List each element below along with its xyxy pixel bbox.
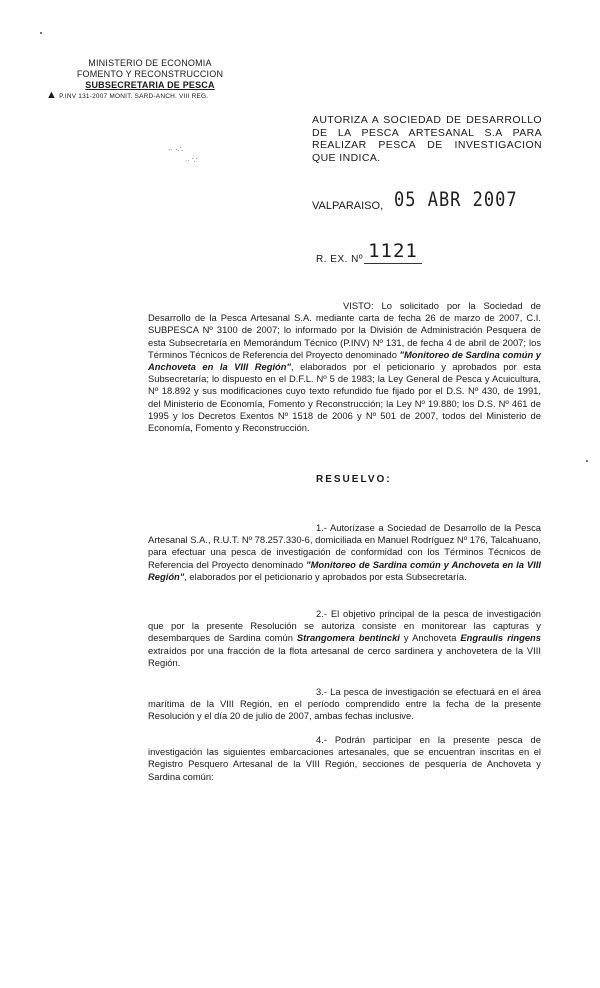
article-3-text: 3.- La pesca de investigación se efectuará en el área marítima de la VIII Región, en el período comprendido entre la fecha de la presente Resolución y el día 20 de julio de 2007, ambas fechas inclusive. — [148, 686, 541, 722]
letterhead — [40, 58, 260, 101]
stamp-smudge-icon: ∙· ∵ — [185, 156, 198, 165]
article-2-text: 2.- El objetivo principal de la pesca de investigación que por la presente Resolución se autoriza consiste en monitorear las capturas y desembarques de Sardina común — [148, 608, 541, 644]
stamp-smudge-icon: ·∙ ·∴ — [168, 145, 183, 154]
article-1-text-2: , elaborados por el peticionario y aprobados por esta Subsecretaría. — [184, 570, 467, 582]
article-1 — [148, 522, 541, 583]
place-label: VALPARAISO, — [312, 200, 384, 212]
article-4-text: 4.- Podrán participar en la presente pesca de investigación las siguientes embarcaciones artesanales, que se encuentran inscritas en el Registro Pesquero Artesanal de la VIII Región, secciones de pesquería de Anchoveta y Sardina común: — [148, 734, 541, 782]
date-stamp: 05 ABR 2007 — [394, 188, 518, 212]
species-name-2: Engraulis ringens — [460, 632, 541, 644]
species-name: Strangomera bentincki — [296, 632, 400, 644]
letterhead-reference — [46, 91, 260, 101]
resuelvo-heading: RESUELVO: — [316, 474, 392, 485]
project-name: "Monitoreo de Sardina común y Anchoveta en la VIII Región" — [148, 348, 541, 373]
article-3 — [148, 686, 541, 723]
arrow-mark-icon: ▲ — [46, 89, 58, 101]
letterhead-ministry: MINISTERIO DE ECONOMIA — [88, 58, 212, 68]
visto-text-2: , elaborados por el peticionario y aprobados por esta Subsecretaría; lo dispuesto en el D.F.L. Nº 5 de 1983; la Ley General de Pesca y Acuicultura, Nº 18.892 y sus modificaciones cuyo texto refundido fue fijado por el D.S. Nº 430, de 1991, del Ministerio de Economía, Fomento y Reconstrucción; la Ley Nº 19.880; los D.S. Nº 461 de 1995 y los Decretos Exentos Nº 1518 de 2006 y Nº 501 de 2007, todos del Ministerio de Economía, Fomento y Reconstrucción. — [148, 361, 542, 434]
letterhead-ministry-2: FOMENTO Y RECONSTRUCCION — [76, 69, 224, 79]
reference-code: P.INV 131-2007 MONIT. SARD-ANCH. VIII REG. — [59, 93, 209, 100]
resolution-number-label: R. EX. Nº — [316, 254, 364, 265]
visto-text: VISTO: Lo solicitado por la Sociedad de Desarrollo de la Pesca Artesanal S.A. mediante carta de fecha 26 de marzo de 2007, C.I. SUBPESCA Nº 3100 de 2007; lo informado por la División de Administración Pesquera de esta Subsecretaría en Memorándum Técnico (P.INV) Nº 131, de fecha 4 de abril de 2007; los Términos Técnicos de Referencia del Proyecto denominado — [148, 300, 541, 360]
article-4 — [148, 734, 541, 783]
scan-speck — [586, 460, 588, 462]
article-2 — [148, 608, 541, 669]
scan-speck — [40, 32, 42, 34]
letterhead-subsecretaria: SUBSECRETARIA DE PESCA — [85, 80, 215, 90]
article-2-text-2: y Anchoveta — [399, 632, 461, 644]
resolution-title: AUTORIZA A SOCIEDAD DE DESARROLLO DE LA PESCA ARTESANAL S.A PARA REALIZAR PESCA DE INVESTIGACION QUE INDICA. — [312, 114, 542, 164]
project-name: "Monitoreo de Sardina común y Anchoveta en la VIII Región" — [148, 558, 541, 582]
resolution-number: 1121 — [364, 240, 422, 264]
visto-paragraph — [148, 300, 541, 434]
article-2-text-3: extraídos por una fracción de la flota artesanal de cerco sardinera y anchovetera de la VIII Región. — [148, 644, 541, 668]
article-1-text: 1.- Autorízase a Sociedad de Desarrollo de la Pesca Artesanal S.A., R.U.T. Nº 78.257.330-6, domiciliada en Manuel Rodríguez Nº 176, Talcahuano, para efectuar una pesca de investigación de conformidad con los Términos Técnicos de Referencia del Proyecto denominado — [148, 522, 541, 570]
